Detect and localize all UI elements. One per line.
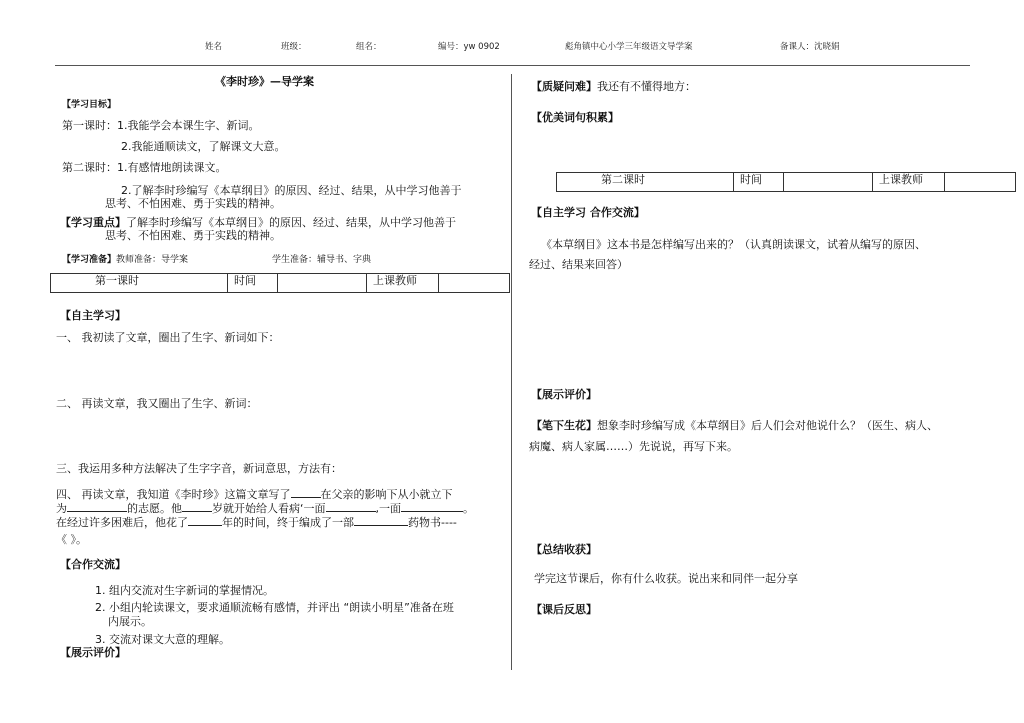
lesson1-table [50, 273, 510, 293]
fill-blank[interactable] [182, 501, 212, 512]
question-text: 我还有不懂得地方： [597, 80, 696, 93]
step-4-line2 [56, 501, 474, 516]
coop-item-3: 3. 交流对课文大意的理解。 [95, 633, 230, 646]
goal-1: 第一课时：1.我能学会本课生字、新词。 [62, 119, 260, 132]
pen-line [531, 419, 938, 433]
prep-student: 学生准备：辅导书、字典 [272, 255, 372, 265]
step-4-line4: 《 》。 [56, 533, 87, 546]
step-4-text-9: 年的时间，终于编成了一部 [222, 516, 354, 529]
column-divider [511, 74, 512, 670]
step-4-text-6: ,一面 [375, 502, 401, 515]
self-study-heading: 【自主学习】 [60, 309, 126, 322]
step-4-text-2: 在父亲的影响下从小就立下 [320, 488, 453, 501]
focus-label: 【学习重点】 [60, 216, 126, 229]
preparer-label: 备课人：沈晓娟 [780, 42, 840, 52]
group-label: 组名： [356, 42, 382, 52]
step-4-text-5: 岁就开始给人看病‘一面 [212, 502, 326, 515]
coop-heading: 【合作交流】 [60, 558, 126, 571]
step-4-text-7: 。 [463, 502, 474, 515]
step-4-text-4: 的志愿。他 [127, 502, 182, 515]
table-cell-teacher-value[interactable] [439, 274, 510, 293]
step-4-text-3: 为 [56, 502, 67, 515]
pen-text-a: 想象李时珍编写成《本草纲目》后人们会对他说什么？（医生、病人、 [597, 419, 938, 432]
summary-heading: 【总结收获】 [531, 543, 597, 556]
pen-text-b: 病魔、病人家属……）先说说，再写下来。 [529, 440, 738, 453]
step-4-text-1: 四、 再读文章，我知道《李时珍》这篇文章写了 [56, 488, 291, 501]
focus-text-b: 思考、不怕困难、勇于实践的精神。 [105, 229, 281, 242]
question-label: 【质疑问难】 [531, 80, 597, 93]
table-cell-teacher-label: 上课教师 [873, 173, 945, 192]
table-cell-time-label: 时间 [734, 173, 784, 192]
code-label: 编号：yw 0902 [438, 42, 500, 52]
goals-heading: 【学习目标】 [62, 100, 117, 110]
pen-label: 【笔下生花】 [531, 419, 597, 432]
name-label: 姓名 [205, 42, 223, 52]
fill-blank[interactable] [354, 515, 408, 526]
words-heading: 【优美词句积累】 [531, 111, 619, 124]
show-heading-right: 【展示评价】 [531, 388, 597, 401]
table-cell-lesson: 第二课时 [557, 173, 734, 192]
school-label: 彪角镇中心小学三年级语文导学案 [565, 42, 693, 52]
table-cell-time-value[interactable] [278, 274, 367, 293]
coop-item-2a: 2. 小组内轮读课文，要求通顺流畅有感情，并评出 “朗读小明星”准备在班 [95, 601, 454, 614]
table-cell-time-value[interactable] [784, 173, 873, 192]
table-cell-teacher-label: 上课教师 [367, 274, 439, 293]
prep-teacher: 教师准备：导学案 [116, 255, 189, 265]
page-title: 《李时珍》—导学案 [215, 75, 314, 88]
show-heading-left: 【展示评价】 [60, 646, 126, 659]
prep-label: 【学习准备】 [62, 255, 117, 265]
focus-line [60, 216, 456, 230]
step-4-text-8: 在经过许多困难后，他花了 [56, 516, 188, 529]
step-4-line1 [56, 487, 453, 502]
question-line [531, 80, 696, 94]
table-cell-time-label: 时间 [228, 274, 278, 293]
fill-blank[interactable] [401, 501, 463, 512]
coop-item-1: 1. 组内交流对生字新词的掌握情况。 [95, 584, 274, 597]
class-label: 班级： [281, 42, 307, 52]
fill-blank[interactable] [67, 501, 127, 512]
coop-item-2b: 内展示。 [108, 615, 152, 628]
goal-3: 第二课时：1.有感情地朗读课文。 [62, 161, 227, 174]
step-2: 二、 再读文章，我又圈出了生字、新词： [56, 397, 258, 410]
goal-4b: 思考、不怕困难、勇于实践的精神。 [105, 197, 281, 210]
summary-text: 学完这节课后，你有什么收获。说出来和同伴一起分享 [534, 572, 798, 585]
goal-2: 2.我能通顺读文，了解课文大意。 [121, 140, 286, 153]
table-cell-teacher-value[interactable] [945, 173, 1016, 192]
reflect-heading: 【课后反思】 [531, 603, 597, 616]
self-coop-heading: 【自主学习 合作交流】 [531, 206, 645, 219]
table-cell-lesson: 第一课时 [51, 274, 228, 293]
prep-line [62, 252, 188, 265]
step-4-line3 [56, 515, 457, 530]
fill-blank[interactable] [326, 501, 376, 512]
header-rule [55, 65, 970, 66]
step-4-text-10: 药物书---- [408, 516, 457, 529]
self-coop-text-b: 经过、结果来回答） [529, 258, 628, 271]
step-3: 三、我运用多种方法解决了生字字音，新词意思，方法有： [56, 462, 342, 475]
focus-text-a: 了解李时珍编写《本草纲目》的原因、经过、结果，从中学习他善于 [126, 216, 456, 229]
table-row [557, 173, 1016, 192]
step-1: 一、 我初读了文章，圈出了生字、新词如下： [56, 331, 280, 344]
self-coop-text-a: 《本草纲目》这本书是怎样编写出来的？（认真朗读课文，试着从编写的原因、 [541, 238, 926, 251]
lesson2-table [556, 172, 1016, 192]
fill-blank[interactable] [188, 515, 222, 526]
goal-4a: 2.了解李时珍编写《本草纲目》的原因、经过、结果，从中学习他善于 [121, 184, 462, 197]
table-row [51, 274, 510, 293]
fill-blank[interactable] [291, 487, 321, 498]
